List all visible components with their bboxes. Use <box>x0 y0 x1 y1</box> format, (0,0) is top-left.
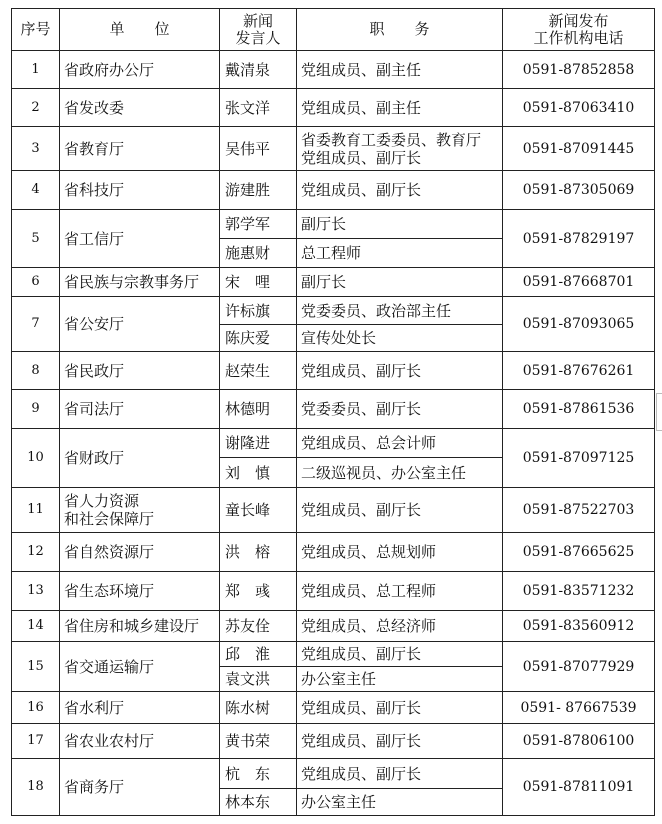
position-title: 党组成员、副厅长 <box>297 759 503 789</box>
office-phone: 0591-87676261 <box>503 352 655 390</box>
header-spokesperson: 新闻 发言人 <box>220 9 297 51</box>
office-phone: 0591- 87667539 <box>503 692 655 724</box>
office-phone: 0591-87665625 <box>503 533 655 572</box>
table-row <box>12 759 655 789</box>
row-number: 11 <box>12 488 60 533</box>
table-row <box>12 692 655 724</box>
unit-name: 省人力资源 和社会保障厅 <box>60 488 220 533</box>
spokesperson-name: 游建胜 <box>220 171 297 210</box>
table-row <box>12 533 655 572</box>
header-unit: 单 位 <box>60 9 220 51</box>
spokesperson-name: 宋 哩 <box>220 268 297 297</box>
header-no: 序号 <box>12 9 60 51</box>
office-phone: 0591-83560912 <box>503 611 655 642</box>
unit-name: 省商务厅 <box>60 759 220 816</box>
spokesperson-name: 张文洋 <box>220 89 297 127</box>
table-row <box>12 127 655 171</box>
spokesperson-name: 许标旗 <box>220 297 297 325</box>
unit-name: 省司法厅 <box>60 390 220 429</box>
table-row <box>12 611 655 642</box>
row-number: 15 <box>12 642 60 692</box>
unit-name: 省科技厅 <box>60 171 220 210</box>
unit-name: 省交通运输厅 <box>60 642 220 692</box>
row-number: 9 <box>12 390 60 429</box>
table-row <box>12 171 655 210</box>
office-phone: 0591-83571232 <box>503 572 655 611</box>
office-phone: 0591-87305069 <box>503 171 655 210</box>
row-number: 8 <box>12 352 60 390</box>
spokesperson-name: 郭学军 <box>220 210 297 239</box>
table-row <box>12 429 655 458</box>
office-phone: 0591-87077929 <box>503 642 655 692</box>
table-body <box>12 51 655 816</box>
row-number: 2 <box>12 89 60 127</box>
row-number: 10 <box>12 429 60 488</box>
table-row <box>12 297 655 325</box>
position-title: 党组成员、副主任 <box>297 51 503 89</box>
table-row <box>12 488 655 533</box>
unit-name: 省民族与宗教事务厅 <box>60 268 220 297</box>
table-row <box>12 89 655 127</box>
table-row <box>12 210 655 239</box>
spokesperson-name: 黄书荣 <box>220 724 297 759</box>
office-phone: 0591-87668701 <box>503 268 655 297</box>
office-phone: 0591-87093065 <box>503 297 655 352</box>
row-number: 6 <box>12 268 60 297</box>
position-title: 二级巡视员、办公室主任 <box>297 458 503 488</box>
table-row <box>12 572 655 611</box>
spokesperson-name: 苏友佺 <box>220 611 297 642</box>
unit-name: 省公安厅 <box>60 297 220 352</box>
position-title: 办公室主任 <box>297 789 503 816</box>
office-phone: 0591-87091445 <box>503 127 655 171</box>
unit-name: 省水利厅 <box>60 692 220 724</box>
unit-name: 省生态环境厅 <box>60 572 220 611</box>
position-title: 党组成员、总规划师 <box>297 533 503 572</box>
office-phone: 0591-87861536 <box>503 390 655 429</box>
spokesperson-name: 洪 榕 <box>220 533 297 572</box>
spokesperson-name: 杭 东 <box>220 759 297 789</box>
position-title: 党组成员、副厅长 <box>297 642 503 667</box>
office-phone: 0591-87097125 <box>503 429 655 488</box>
table-row <box>12 390 655 429</box>
unit-name: 省发改委 <box>60 89 220 127</box>
position-title: 党委委员、政治部主任 <box>297 297 503 325</box>
row-number: 14 <box>12 611 60 642</box>
row-number: 1 <box>12 51 60 89</box>
position-title: 党组成员、副厅长 <box>297 352 503 390</box>
unit-name: 省工信厅 <box>60 210 220 268</box>
office-phone: 0591-87852858 <box>503 51 655 89</box>
position-title: 办公室主任 <box>297 667 503 692</box>
unit-name: 省农业农村厅 <box>60 724 220 759</box>
cropped-title-remnant <box>0 0 662 6</box>
position-title: 党组成员、总工程师 <box>297 572 503 611</box>
header-position: 职 务 <box>297 9 503 51</box>
row-number: 3 <box>12 127 60 171</box>
row-number: 16 <box>12 692 60 724</box>
spokesperson-name: 袁文洪 <box>220 667 297 692</box>
unit-name: 省住房和城乡建设厅 <box>60 611 220 642</box>
spokesperson-name: 刘 慎 <box>220 458 297 488</box>
spokesperson-name: 郑 彧 <box>220 572 297 611</box>
table-row <box>12 51 655 89</box>
row-number: 13 <box>12 572 60 611</box>
row-number: 12 <box>12 533 60 572</box>
office-phone: 0591-87806100 <box>503 724 655 759</box>
position-title: 党组成员、副主任 <box>297 89 503 127</box>
position-title: 副厅长 <box>297 210 503 239</box>
table-row <box>12 724 655 759</box>
position-title: 党组成员、副厅长 <box>297 171 503 210</box>
position-title: 党组成员、副厅长 <box>297 692 503 724</box>
spokesperson-table <box>11 8 655 816</box>
spokesperson-name: 陈水树 <box>220 692 297 724</box>
scroll-edge-marker <box>656 393 662 431</box>
unit-name: 省教育厅 <box>60 127 220 171</box>
row-number: 4 <box>12 171 60 210</box>
table-row <box>12 642 655 667</box>
office-phone: 0591-87063410 <box>503 89 655 127</box>
position-title: 总工程师 <box>297 239 503 268</box>
row-number: 5 <box>12 210 60 268</box>
spokesperson-name: 邱 淮 <box>220 642 297 667</box>
office-phone: 0591-87829197 <box>503 210 655 268</box>
spokesperson-name: 赵荣生 <box>220 352 297 390</box>
position-title: 副厅长 <box>297 268 503 297</box>
spokesperson-name: 施惠财 <box>220 239 297 268</box>
unit-name: 省政府办公厅 <box>60 51 220 89</box>
position-title: 党组成员、总经济师 <box>297 611 503 642</box>
spokesperson-name: 林德明 <box>220 390 297 429</box>
row-number: 18 <box>12 759 60 816</box>
spokesperson-name: 戴清泉 <box>220 51 297 89</box>
row-number: 7 <box>12 297 60 352</box>
spokesperson-name: 童长峰 <box>220 488 297 533</box>
unit-name: 省自然资源厅 <box>60 533 220 572</box>
office-phone: 0591-87522703 <box>503 488 655 533</box>
row-number: 17 <box>12 724 60 759</box>
position-title: 党组成员、副厅长 <box>297 724 503 759</box>
position-title: 党组成员、副厅长 <box>297 488 503 533</box>
header-phone: 新闻发布 工作机构电话 <box>503 9 655 51</box>
table-header-row <box>12 9 655 51</box>
position-title: 党委委员、副厅长 <box>297 390 503 429</box>
position-title: 宣传处处长 <box>297 325 503 352</box>
spokesperson-name: 陈庆爱 <box>220 325 297 352</box>
spokesperson-name: 吴伟平 <box>220 127 297 171</box>
spokesperson-name: 林本东 <box>220 789 297 816</box>
position-title: 党组成员、总会计师 <box>297 429 503 458</box>
table-row <box>12 352 655 390</box>
spokesperson-name: 谢隆进 <box>220 429 297 458</box>
office-phone: 0591-87811091 <box>503 759 655 816</box>
position-title: 省委教育工委委员、教育厅 党组成员、副厅长 <box>297 127 503 171</box>
unit-name: 省财政厅 <box>60 429 220 488</box>
unit-name: 省民政厅 <box>60 352 220 390</box>
table-row <box>12 268 655 297</box>
